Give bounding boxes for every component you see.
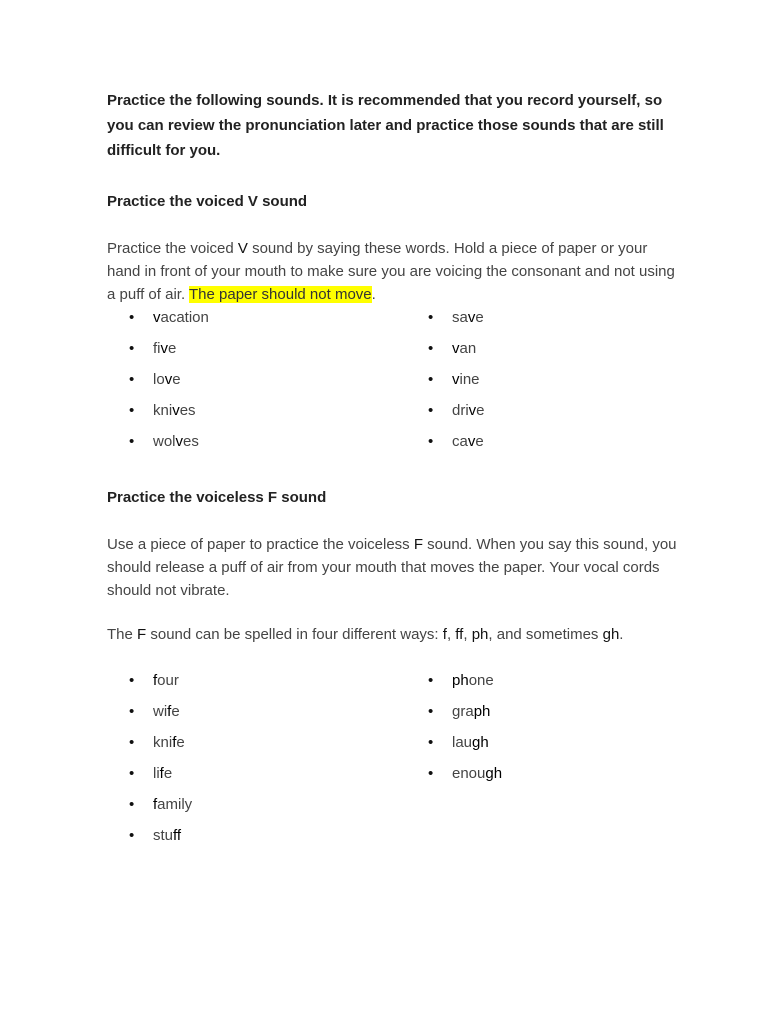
word-part: one xyxy=(468,672,494,689)
word-part: gra xyxy=(452,703,474,720)
word-list-item xyxy=(129,671,192,702)
word-list-item xyxy=(428,702,502,733)
intro-paragraph: Practice the following sounds. It is recommended that you record yourself, so you can review the pronunciation later and practice those sounds that are still difficult for you. xyxy=(107,92,664,159)
word-list-item xyxy=(129,339,209,370)
word-list-item xyxy=(428,370,485,401)
f-section-paragraph-1 xyxy=(107,533,677,602)
word-part: ca xyxy=(452,433,468,450)
v-words-left-list xyxy=(129,308,209,463)
target-letters: v xyxy=(452,371,460,388)
f-para-text: Use a piece of paper to practice the voiceless xyxy=(107,536,414,553)
target-letters: f xyxy=(172,734,177,751)
word-list-item xyxy=(129,764,192,795)
f-para-text: sound. When you say this sound, you should release a puff of air from your mouth that moves the paper. Your vocal cords should not vibrate. xyxy=(107,536,677,599)
f-para-text: , xyxy=(463,626,472,643)
word-part: e xyxy=(176,734,185,751)
target-letters: f xyxy=(153,796,158,813)
f-words-left-list xyxy=(129,671,192,857)
v-para-letter: V xyxy=(237,240,248,257)
word-list-item xyxy=(428,764,502,795)
word-list-item xyxy=(129,432,209,463)
f-section-paragraph-2 xyxy=(107,623,677,646)
f-para-text: . xyxy=(619,626,624,643)
word-part: e xyxy=(476,402,485,419)
target-letters: ph xyxy=(452,672,469,689)
word-list-item xyxy=(129,401,209,432)
word-part: fi xyxy=(153,340,161,357)
word-list-item xyxy=(428,671,502,702)
f-para-text: , and sometimes xyxy=(488,626,603,643)
f-para-letter: F xyxy=(413,536,424,553)
word-part: e xyxy=(475,433,484,450)
word-part: e xyxy=(172,371,181,388)
word-list-item xyxy=(129,795,192,826)
target-letters: v xyxy=(175,433,184,450)
v-words-right-list xyxy=(428,308,485,463)
word-list-item xyxy=(129,702,192,733)
f-para-text: The xyxy=(107,626,138,643)
highlighted-text: The paper should not move xyxy=(189,286,372,303)
target-letters: v xyxy=(468,402,477,419)
target-letters: gh xyxy=(472,734,489,751)
f-para-text: , xyxy=(446,626,456,643)
f-words-right-list xyxy=(428,671,502,795)
spelling-ph: ph xyxy=(471,626,489,643)
target-letters: f xyxy=(167,703,172,720)
word-list-item xyxy=(129,826,192,857)
word-list-item xyxy=(428,733,502,764)
target-letters: ph xyxy=(473,703,491,720)
word-part: amily xyxy=(157,796,193,813)
target-letters: f xyxy=(159,765,164,782)
v-para-text: Practice the voiced xyxy=(107,240,238,257)
target-letters: v xyxy=(467,309,476,326)
f-para-text: sound can be spelled in four different ways: xyxy=(146,626,443,643)
word-part: kni xyxy=(153,402,173,419)
target-letters: v xyxy=(160,340,168,357)
target-letters: v xyxy=(153,309,161,326)
target-letters: f xyxy=(153,672,158,689)
v-section-heading: Practice the voiced V sound xyxy=(107,193,308,210)
word-part: sa xyxy=(452,309,468,326)
target-letters: v xyxy=(452,340,460,357)
word-part: e xyxy=(163,765,173,782)
word-part: acation xyxy=(160,309,209,326)
word-part: stu xyxy=(153,827,174,844)
word-list-item xyxy=(129,733,192,764)
word-part: wol xyxy=(153,433,176,450)
word-part: ine xyxy=(459,371,480,388)
word-part: li xyxy=(153,765,160,782)
spelling-gh: gh xyxy=(602,626,620,643)
word-part: lo xyxy=(153,371,165,388)
target-letters: ff xyxy=(173,827,182,844)
word-part: kni xyxy=(153,734,173,751)
word-part: dri xyxy=(452,402,469,419)
word-list-item xyxy=(428,432,485,463)
v-para-text: sound by saying these words. Hold a piece of paper or your hand in front of your mouth to make sure you are voicing the consonant and not using a puff of air. xyxy=(107,240,675,303)
f-section-heading: Practice the voiceless F sound xyxy=(107,489,327,506)
spelling-ff: ff xyxy=(455,626,464,643)
target-letters: gh xyxy=(485,765,503,782)
target-letters: v xyxy=(467,433,476,450)
word-part: our xyxy=(157,672,179,689)
target-letters: v xyxy=(172,402,180,419)
target-letters: v xyxy=(164,371,173,388)
word-part: e xyxy=(475,309,484,326)
f-para-letter: F xyxy=(137,626,147,643)
word-list-item xyxy=(428,401,485,432)
word-part: es xyxy=(183,433,199,450)
word-part: enou xyxy=(452,765,486,782)
word-part: wi xyxy=(153,703,168,720)
v-para-text: . xyxy=(371,286,376,303)
word-list-item xyxy=(428,308,485,339)
word-list-item xyxy=(129,308,209,339)
word-part: an xyxy=(459,340,477,357)
word-part: e xyxy=(168,340,177,357)
spelling-f: f xyxy=(442,626,447,643)
word-part: e xyxy=(171,703,180,720)
word-part: lau xyxy=(452,734,473,751)
word-list-item xyxy=(129,370,209,401)
v-section-paragraph xyxy=(107,237,677,306)
word-part: es xyxy=(179,402,196,419)
word-list-item xyxy=(428,339,485,370)
